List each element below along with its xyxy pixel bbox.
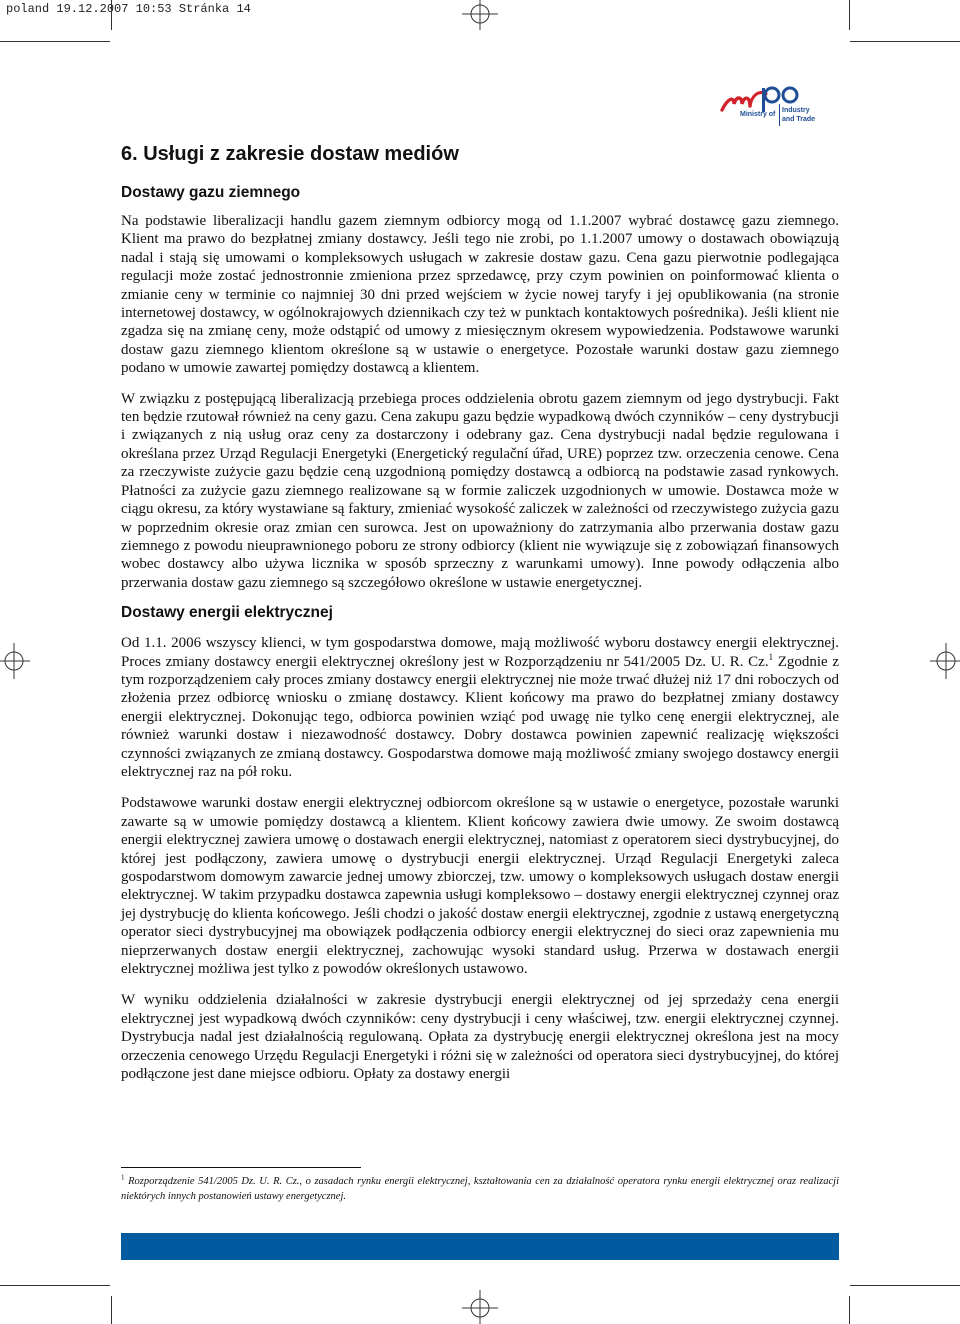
crop-mark-top-right — [850, 40, 960, 44]
crop-mark-top-left-vertical — [110, 0, 114, 30]
registration-mark-right — [930, 643, 960, 679]
registration-mark-left — [0, 643, 30, 679]
crop-mark-bottom-left — [0, 1284, 110, 1288]
crop-mark-top-left — [0, 40, 110, 44]
print-slug: poland 19.12.2007 10:53 Stránka 14 — [6, 2, 251, 16]
logo-line-3: and Trade — [782, 116, 816, 123]
electricity-paragraph-3: W wyniku oddzielenia działalności w zakresie dystrybucji energii elektrycznej od jej sprzedaży cena energii elektrycznej jest wypadkową dwóch czynników: ceny dystrybucji i ceny właściwej, tzw. energii elektrycznej czynnej. Dystrybucja nadal jest działalnością regulowaną. Opłata za dystrybucję energii elektrycznej określona jest na mocy orzeczenia cenowego Urzędu Regulacji Energetyki i różni się w zależności od operatora sieci dystrybucyjnej, do której podłączone jest dane miejsce odbioru. Opłaty za dostawy energii — [121, 992, 839, 1083]
ministry-logo — [720, 84, 820, 128]
crop-mark-bottom-left-vertical — [110, 1296, 114, 1324]
gas-section-title: Dostawy gazu ziemnego — [121, 184, 301, 201]
footnote-reference: 1 — [768, 651, 774, 662]
electricity-section-title: Dostawy energii elektrycznej — [121, 604, 333, 622]
electricity-paragraph-2: Podstawowe warunki dostaw energii elektrycznej odbiorcom określone są w ustawie o energetyce, pozostałe warunki zawarte są w umowie pomiędzy dostawcą a klientem. Klient końcowy zawiera dwie umowy. Ze swoim dostawcą energii elektrycznej zawiera umowę o dostawach energii elektrycznej, natomiast z operatorem sieci dystrybucyjnej, do której jest podłączony, zawiera umowę o dystrybucji energii elektrycznej. Urząd Regulacji Energetyki zaleca gospodarstwom domowym zawarcie jednej umowy zbiorczej, tzw. umowy o kompleksowych usługach dostaw energii elektrycznej. W takim przypadku dostawca zapewnia usługi kompleksowo – dostawy energii elektrycznej czynnej oraz jej dystrybucję do klienta końcowego. Jeśli chodzi o jakość dostaw energii elektrycznej, zgodnie z ustawą energetyczną operator sieci dystrybucyjnej ma obowiązek podłączenia odbiorcy energii elektrycznej do sieci oraz zapewnienia mu nieprzerwanych dostaw energii elektrycznej, zachowując wysoki standard usług. Przerwa w dostawach energii elektrycznej możliwa jest tylko z powodów określonych ustawowo. — [121, 795, 839, 978]
footer-color-bar — [121, 1233, 839, 1260]
electricity-paragraph-1-end: Zgodnie z tym rozporządzeniem cały proces zmiany dostawcy energii elektrycznej nie może trwać dłużej niż 17 dni roboczych od złożenia przez odbiorcę wniosku o zmianę dostawcy. Klient końcowy ma prawo do bezpłatnej zmiany dostawcy energii elektrycznej. Dokonując tego, odbiorca powinien wziąć pod uwagę nie tylko cenę energii elektrycznej, ale również warunki dostaw i niezawodność dostawcy. Dobry dostawca powinien zapewnić realizację większości czynności związanych ze zmianą dostawcy. Gospodarstwa domowe mają możliwość zmiany swojego dostawcy energii elektrycznej raz na pół roku. — [121, 653, 839, 780]
footnote — [121, 1174, 839, 1204]
footnote-number: 1 — [121, 1173, 125, 1182]
gas-paragraph-2: W związku z postępującą liberalizacją przebiega proces oddzielenia obrotu gazem ziemnym od jego dystrybucji. Fakt ten będzie rzutował również na ceny gazu. Cena zakupu gazu będzie wypadkową dwóch czynników – ceny dystrybucji i związanych z nią usług oraz ceny za dostarczony i odebrany gaz. Cena dystrybucji nadal będzie regulowana i określana przez Urząd Regulacji Energetyki (Energetický regulační úřad, URE) poprzez tzw. orzeczenia cenowe. Cena za rzeczywiste zużycie gazu będzie ceną uzgodnioną pomiędzy dostawcą a odbiorcą na podstawie zasad rynkowych. Płatności za zużycie gazu ziemnego realizowane są w formie zaliczek uzgodnionych w umowie. Dostawca może w ciągu okresu, za który wystawiane są faktury, zmieniać wysokość zaliczek w zależności od rzeczywistego zużycia gazu w poprzednim okresie oraz zmian cen surowca. Jest on upoważniony do zatrzymania albo przerwania dostaw gazu ziemnego z powodu nieuprawnionego poboru ze strony odbiorcy (klient nie wywiązuje się z zobowiązań finansowych wobec dostawcy albo używa licznika w sposób sprzeczny z warunkami umowy). Inne powody odłączenia albo przerwania dostaw gazu ziemnego są szczegółowo określone w ustawie energetycznej. — [121, 390, 839, 591]
crop-mark-top-right-vertical — [848, 0, 852, 30]
chapter-heading: 6. Usługi z zakresie dostaw mediów — [121, 143, 459, 165]
page-content — [121, 142, 839, 1083]
electricity-paragraph-1-start: Od 1.1. 2006 wszyscy klienci, w tym gospodarstwa domowe, mają możliwość wyboru dostawcy energii elektrycznej. Proces zmiany dostawcy energii elektrycznej określony jest w Rozporządzeniu nr 541/2005 Dz. U. R. Cz. — [121, 635, 839, 670]
gas-paragraph-1: Na podstawie liberalizacji handlu gazem ziemnym odbiorcy mogą od 1.1.2007 wybrać dostawcę gazu ziemnego. Klient ma prawo do bezpłatnej zmiany dostawcy. Jeśli tego nie zrobi, po 1.1.2007 umowy o dostawach obowiązują nadal i stają się umowami o kompleksowych usługach w zakresie dostaw gazu. Cena gazu pierwotnie podlegająca regulacji może zostać jednostronnie zmieniona przez sprzedawcę, przy czym powinien on poinformować klienta o zmianie ceny w terminie co najmniej 30 dni przed wejściem w życie nowej taryfy i jej opublikowania (na stronie internetowej dostawcy, w ogólnokrajowych dziennikach czy też w punktach kontaktowych pośrednika). Jeśli klient nie zgadza się na zmianę ceny, może odstąpić od umowy z miesięcznym okresem wypowiedzenia. Podstawowe warunki dostaw gazu ziemnego klientom określone są w ustawie o energetyce. Pozostałe warunki dostaw gazu ziemnego podano w umowie zawartej pomiędzy dostawcą a klientem. — [121, 213, 839, 377]
crop-mark-bottom-right — [850, 1284, 960, 1288]
logo-line-2: Industry — [782, 107, 810, 114]
crop-mark-bottom-right-vertical — [848, 1296, 852, 1324]
logo-line-1: Ministry of — [740, 111, 776, 118]
electricity-paragraph-1 — [121, 634, 839, 781]
registration-mark-bottom — [462, 1290, 498, 1324]
registration-mark-top — [462, 0, 498, 30]
footnote-divider — [121, 1167, 361, 1168]
footnote-text: Rozporządzenie 541/2005 Dz. U. R. Cz., o zasadach rynku energii elektrycznej, kształtowania cen za działalność operatora rynku energii elektrycznej oraz realizacji niektórych innych postanowień ustawy energetycznej. — [121, 1176, 839, 1202]
